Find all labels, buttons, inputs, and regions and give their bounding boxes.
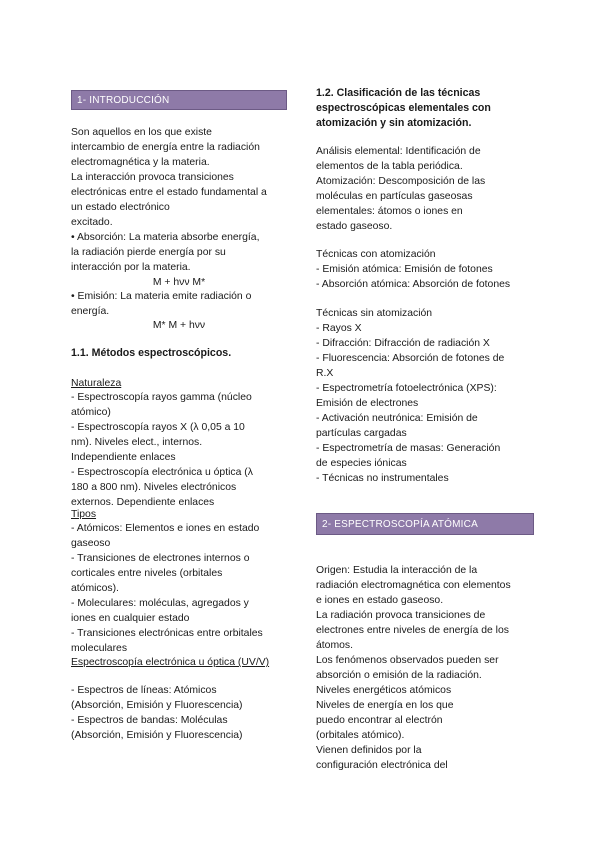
naturaleza-list [71, 390, 287, 510]
list-item: partículas cargadas [316, 428, 407, 439]
text-line: estado gaseoso. [316, 221, 393, 232]
text-line: excitado. [71, 217, 113, 228]
list-item: - Espectroscopía rayos X (λ 0,05 a 10 [71, 422, 245, 433]
emission-paragraph [71, 289, 287, 319]
list-item: 180 a 800 nm). Niveles electrónicos [71, 482, 237, 493]
list-item: atómicos). [71, 583, 119, 594]
text-line: La radiación provoca transiciones de [316, 610, 486, 621]
text-line: (orbitales atómico). [316, 730, 405, 741]
text-line: electrónicas entre el estado fundamental a [71, 187, 267, 198]
methods-heading: 1.1. Métodos espectroscópicos. [71, 347, 232, 359]
text-line: Los fenómenos observados pueden ser [316, 655, 499, 666]
text-line: Origen: Estudia la interacción de la [316, 565, 478, 576]
uv-list [71, 683, 287, 743]
text-line: átomos. [316, 640, 353, 651]
atomic-section-header: 2- ESPECTROSCOPÍA ATÓMICA [316, 513, 534, 535]
list-item: - Espectroscopía electrónica u óptica (λ [71, 467, 253, 478]
list-item: - Emisión atómica: Emisión de fotones [316, 264, 493, 275]
list-item: - Espectros de líneas: Atómicos [71, 685, 217, 696]
text-line: Niveles energéticos atómicos [316, 685, 452, 696]
list-item: - Fluorescencia: Absorción de fotones de [316, 353, 505, 364]
naturaleza-label: Naturaleza [71, 378, 122, 389]
text-line: puedo encontrar al electrón [316, 715, 443, 726]
list-item: - Espectrometría de masas: Generación [316, 443, 501, 454]
text-line: configuración electrónica del [316, 760, 448, 771]
text-line: Son aquellos en los que existe [71, 127, 212, 138]
text-line: absorción o emisión de la radiación. [316, 670, 482, 681]
emission-equation: M* M + hνν [152, 320, 206, 331]
list-item: - Transiciones de electrones internos o [71, 553, 250, 564]
classification-heading [316, 86, 534, 131]
without-atomization-list [316, 306, 534, 486]
heading-line: atomización y sin atomización. [316, 117, 472, 129]
origin-paragraph [316, 563, 534, 773]
list-item: Técnicas sin atomización [316, 308, 433, 319]
text-line: Vienen definidos por la [316, 745, 422, 756]
list-item: - Moleculares: moléculas, agregados y [71, 598, 249, 609]
tipos-label: Tipos [71, 509, 97, 520]
list-item: atómico) [71, 407, 111, 418]
intro-section-header: 1- INTRODUCCIÓN [71, 90, 287, 110]
heading-line: espectroscópicas elementales con [316, 102, 491, 114]
list-item: (Absorción, Emisión y Fluorescencia) [71, 730, 243, 741]
list-item: nm). Niveles elect., internos. [71, 437, 203, 448]
list-item: - Activación neutrónica: Emisión de [316, 413, 478, 424]
text-line: e iones en estado gaseoso. [316, 595, 444, 606]
list-item: externos. Dependiente enlaces [71, 497, 215, 508]
text-line: radiación electromagnética con elementos [316, 580, 511, 591]
list-item: moleculares [71, 643, 128, 654]
text-line: Análisis elemental: Identificación de [316, 146, 481, 157]
text-line: la radiación pierde energía por su [71, 247, 226, 258]
tipos-list [71, 521, 287, 656]
list-item: gaseoso [71, 538, 111, 549]
text-line: electromagnética y la materia. [71, 157, 210, 168]
text-line: elementales: átomos o iones en [316, 206, 463, 217]
with-atomization-list [316, 247, 534, 292]
intro-paragraph [71, 125, 287, 275]
list-item: Independiente enlaces [71, 452, 176, 463]
elemental-paragraph [316, 144, 534, 234]
list-item: - Rayos X [316, 323, 362, 334]
list-item: - Espectroscopía rayos gamma (núcleo [71, 392, 252, 403]
list-item: corticales entre niveles (orbitales [71, 568, 223, 579]
list-item: - Técnicas no instrumentales [316, 473, 449, 484]
list-item: - Absorción atómica: Absorción de fotones [316, 279, 511, 290]
text-line: • Emisión: La materia emite radiación o [71, 291, 252, 302]
list-item: - Espectros de bandas: Moléculas [71, 715, 228, 726]
text-line: energía. [71, 306, 110, 317]
text-line: La interacción provoca transiciones [71, 172, 234, 183]
list-item: - Atómicos: Elementos e iones en estado [71, 523, 260, 534]
list-item: Emisión de electrones [316, 398, 419, 409]
text-line: un estado electrónico [71, 202, 170, 213]
absorption-equation: M + hνν M* [152, 277, 206, 288]
text-line: elementos de la tabla periódica. [316, 161, 463, 172]
list-item: R.X [316, 368, 334, 379]
text-line: intercambio de energía entre la radiación [71, 142, 260, 153]
text-line: moléculas en partículas gaseosas [316, 191, 473, 202]
list-item: (Absorción, Emisión y Fluorescencia) [71, 700, 243, 711]
text-line: interacción por la materia. [71, 262, 191, 273]
list-item: - Espectrometría fotoelectrónica (XPS): [316, 383, 497, 394]
text-line: Niveles de energía en los que [316, 700, 454, 711]
text-line: Atomización: Descomposición de las [316, 176, 486, 187]
heading-line: 1.2. Clasificación de las técnicas [316, 87, 481, 99]
list-item: - Difracción: Difracción de radiación X [316, 338, 490, 349]
list-item: - Transiciones electrónicas entre orbitales [71, 628, 263, 639]
list-item: de especies iónicas [316, 458, 407, 469]
text-line: electrones entre niveles de energía de los [316, 625, 509, 636]
uv-label: Espectroscopía electrónica u óptica (UV/V) [71, 657, 270, 668]
list-item: Técnicas con atomización [316, 249, 436, 260]
text-line: • Absorción: La materia absorbe energía, [71, 232, 260, 243]
list-item: iones en cualquier estado [71, 613, 190, 624]
